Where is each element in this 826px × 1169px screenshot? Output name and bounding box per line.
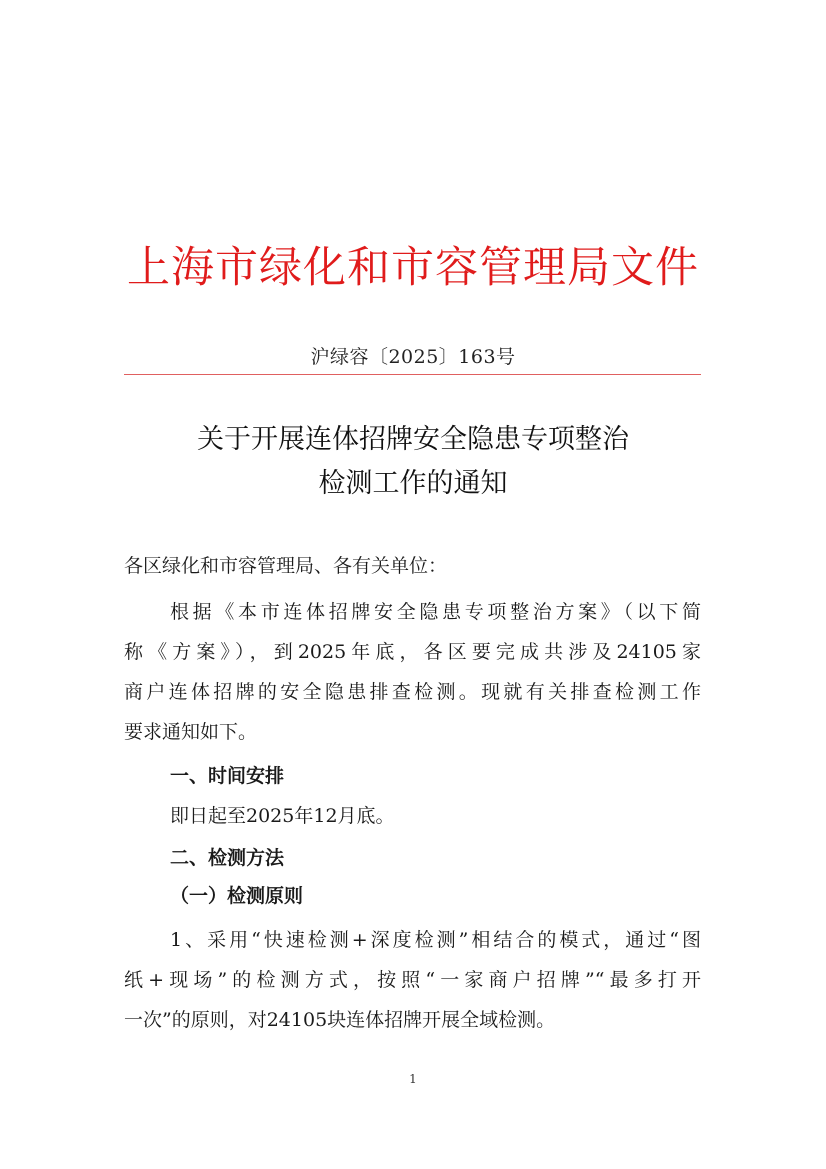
section-2-heading: 二、检测方法 bbox=[170, 847, 285, 869]
notice-title bbox=[0, 418, 826, 506]
item-1-line-2: 纸+现场”的检测方式，按照“一家商户招牌”“最多打开 bbox=[124, 969, 701, 991]
item-1-line-3: 一次”的原则，对24105块连体招牌开展全域检测。 bbox=[124, 1009, 556, 1031]
intro-line-3: 商户连体招牌的安全隐患排查检测。现就有关排查检测工作 bbox=[124, 681, 701, 703]
subsection-1-heading: （一）检测原则 bbox=[170, 885, 304, 907]
intro-line-1: 根据《本市连体招牌安全隐患专项整治方案》（以下简 bbox=[170, 601, 701, 623]
page-number: 1 bbox=[409, 1072, 417, 1086]
addressee: 各区绿化和市容管理局、各有关单位： bbox=[124, 555, 448, 577]
section-1-heading: 一、时间安排 bbox=[170, 765, 285, 787]
section-1-text: 即日起至2025年12月底。 bbox=[170, 805, 395, 827]
document-number: 沪绿容〔2025〕163号 bbox=[310, 346, 516, 368]
notice-title-line-1: 关于开展连体招牌安全隐患专项整治 bbox=[197, 424, 629, 455]
masthead-title: 上海市绿化和市容管理局文件 bbox=[127, 243, 699, 293]
intro-line-2: 称《方案》），到2025年底，各区要完成共涉及24105家 bbox=[124, 641, 701, 663]
red-divider bbox=[124, 374, 701, 375]
intro-line-4: 要求通知如下。 bbox=[124, 721, 258, 743]
item-1-line-1: 1、采用“快速检测+深度检测”相结合的模式，通过“图 bbox=[170, 929, 701, 951]
notice-title-line-2: 检测工作的通知 bbox=[318, 468, 508, 499]
